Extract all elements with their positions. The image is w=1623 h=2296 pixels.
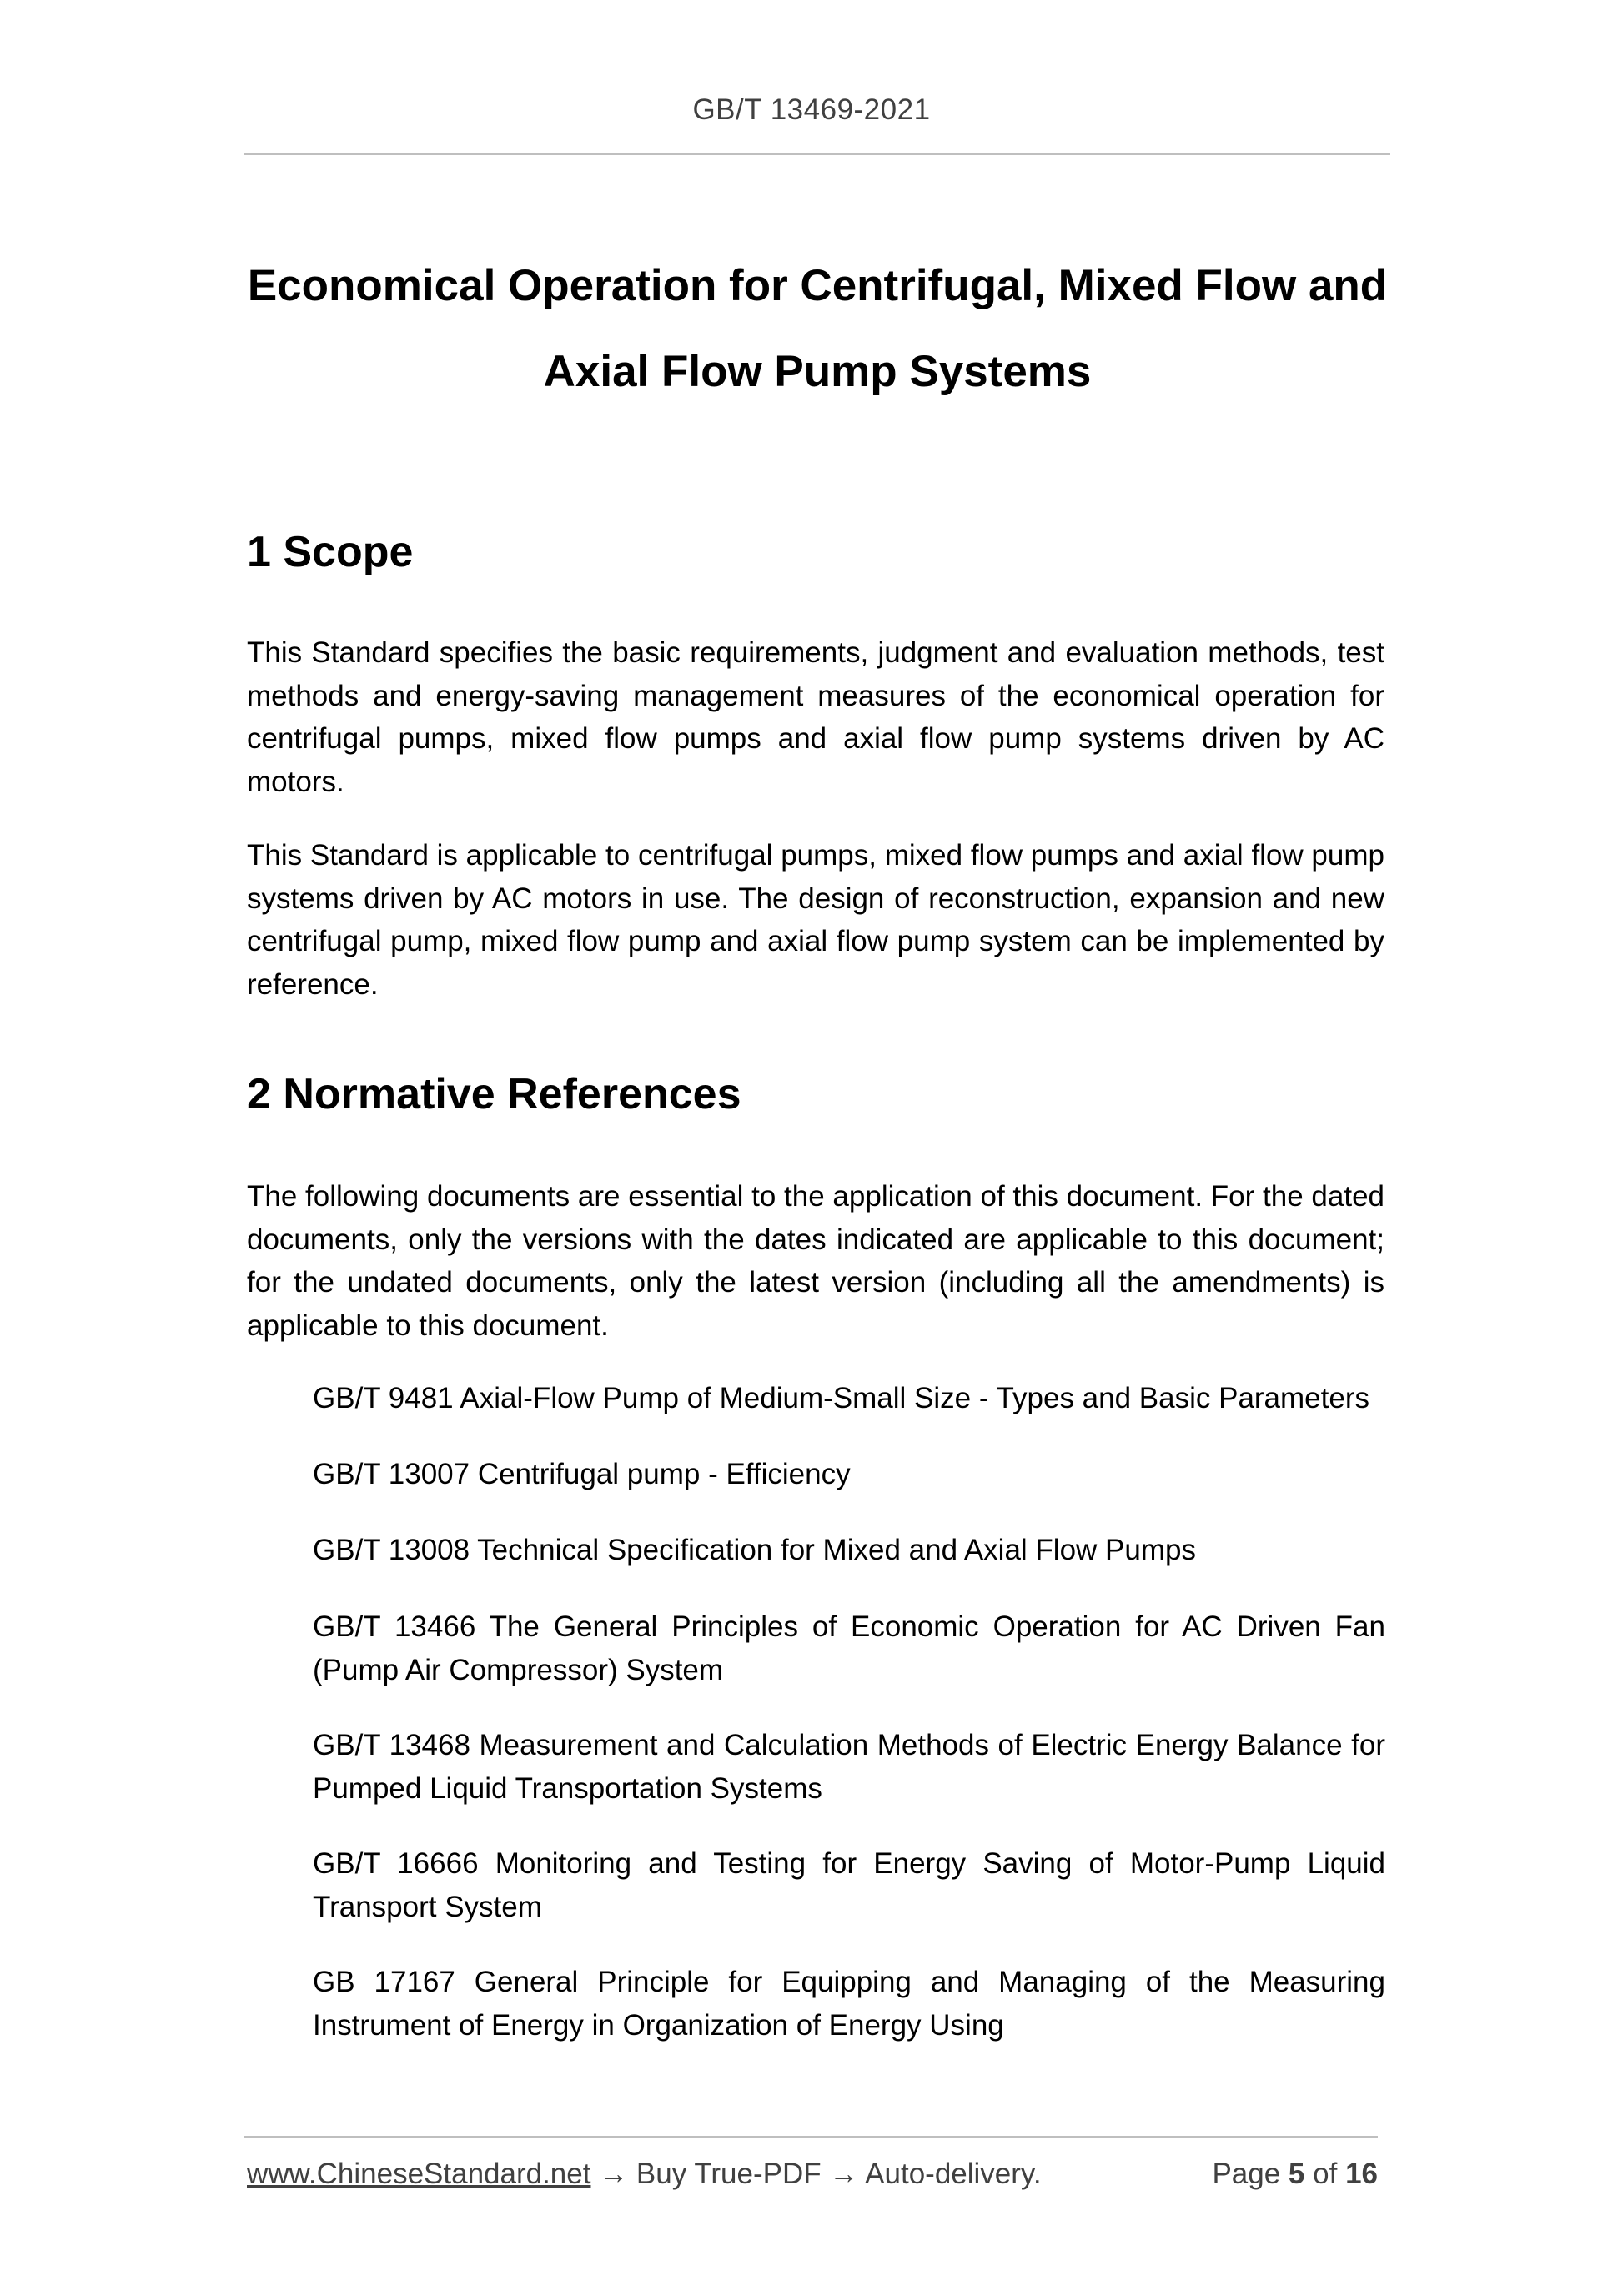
page-number-indicator: [1212, 2158, 1378, 2191]
section-heading-scope: 1 Scope: [247, 528, 414, 576]
document-title: [217, 243, 1418, 414]
page-footer: [247, 2158, 1378, 2191]
reference-gbt-16666: GB/T 16666 Monitoring and Testing for Energy Saving of Motor-Pump Liquid Transport System: [313, 1847, 1385, 1923]
reference-gbt-13468: GB/T 13468 Measurement and Calculation Methods of Electric Energy Balance for Pumped Liquid Transportation Systems: [313, 1729, 1385, 1805]
website-link[interactable]: www.ChineseStandard.net: [247, 2158, 591, 2190]
reference-gbt-13007: GB/T 13007 Centrifugal pump - Efficiency: [313, 1458, 851, 1490]
header-divider: [244, 153, 1390, 155]
page-of-label: of: [1313, 2158, 1338, 2190]
scope-paragraph-2: This Standard is applicable to centrifugal pumps, mixed flow pumps and axial flow pump systems driven by AC motors in use. The design of reconstruction, expansion and new centrifugal pump, mixed flow pump and axial flow pump system can be implemented by reference.: [247, 839, 1384, 1001]
section-heading-normative-references: 2 Normative References: [247, 1070, 741, 1118]
reference-gbt-13008: GB/T 13008 Technical Specification for Mixed and Axial Flow Pumps: [313, 1534, 1196, 1566]
running-header: GB/T 13469-2021: [692, 93, 931, 126]
document-title-line-1: Economical Operation for Centrifugal, Mixed Flow and: [247, 260, 1388, 310]
normative-intro-paragraph: The following documents are essential to the application of this document. For the dated documents, only the versions with the dates indicated are applicable to this document; for the undated documents, only the latest version (including all the amendments) is applicable to this document.: [247, 1180, 1384, 1342]
reference-gb-17167: GB 17167 General Principle for Equipping and Managing of the Measuring Instrument of Energy in Organization of Energy Using: [313, 1966, 1385, 2042]
page-label: Page: [1212, 2158, 1281, 2190]
reference-gbt-9481: GB/T 9481 Axial-Flow Pump of Medium-Small Size - Types and Basic Parameters: [313, 1382, 1369, 1414]
total-pages-number: 16: [1345, 2158, 1378, 2190]
scope-paragraph-1: This Standard specifies the basic requirements, judgment and evaluation methods, test methods and energy-saving management measures of the economical operation for centrifugal pumps, mixed flow pumps and axial flow pump systems driven by AC motors.: [247, 636, 1384, 798]
reference-gbt-13466: GB/T 13466 The General Principles of Economic Operation for AC Driven Fan (Pump Air Compressor) System: [313, 1610, 1385, 1686]
footer-divider: [244, 2136, 1378, 2138]
document-title-line-2: Axial Flow Pump Systems: [543, 346, 1092, 396]
current-page-number: 5: [1288, 2158, 1305, 2190]
footer-tagline: → Buy True-PDF → Auto-delivery.: [590, 2158, 1042, 2190]
